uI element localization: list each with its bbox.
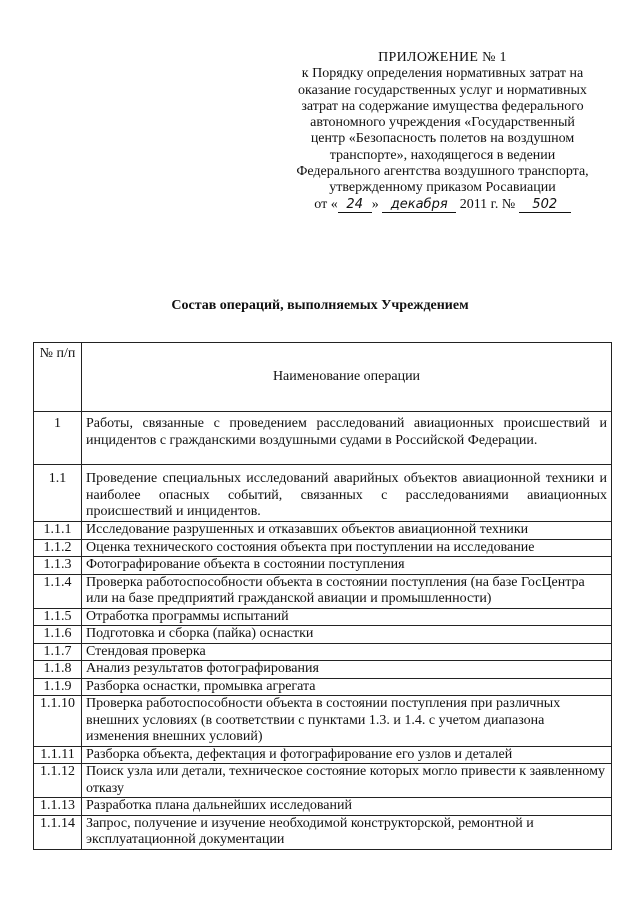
appendix-line: Федерального агентства воздушного транспорта, — [296, 164, 589, 180]
table-row — [34, 746, 612, 764]
row-operation: Фотографирование объекта в состоянии поступления — [82, 557, 612, 575]
row-number: 1.1.2 — [34, 539, 82, 557]
appendix-header — [270, 50, 615, 213]
table-row — [34, 522, 612, 540]
table-row — [34, 696, 612, 747]
table-row — [34, 574, 612, 608]
column-header-name: Наименование операции — [82, 343, 612, 412]
appendix-line: автономного учреждения «Государственный — [310, 115, 575, 131]
row-operation: Исследование разрушенных и отказавших объектов авиационной техники — [82, 522, 612, 540]
row-operation: Проверка работоспособности объекта в состоянии поступления при различных внешних условиях (в соответствии с пунктами 1.3. и 1.4. с учетом диапазона изменения внешних условий) — [82, 696, 612, 747]
row-operation: Разборка объекта, дефектация и фотографирование его узлов и деталей — [82, 746, 612, 764]
table-row — [34, 798, 612, 816]
row-number: 1.1.4 — [34, 574, 82, 608]
appendix-line: затрат на содержание имущества федерального — [301, 98, 584, 114]
table-row — [34, 678, 612, 696]
order-month: декабря — [382, 197, 456, 213]
table-row — [34, 626, 612, 644]
row-number: 1.1.8 — [34, 661, 82, 679]
order-number: 502 — [519, 197, 571, 213]
column-header-number: № п/п — [34, 343, 82, 412]
appendix-line: утвержденному приказом Росавиации — [329, 180, 556, 196]
row-number: 1.1.6 — [34, 626, 82, 644]
row-number: 1.1.12 — [34, 764, 82, 798]
row-number: 1 — [34, 412, 82, 465]
table-row — [34, 539, 612, 557]
row-operation: Отработка программы испытаний — [82, 608, 612, 626]
row-number: 1.1.7 — [34, 643, 82, 661]
order-year: 2011 г. № — [459, 196, 516, 212]
table-row — [34, 815, 612, 849]
row-number: 1.1.11 — [34, 746, 82, 764]
table-row — [34, 465, 612, 522]
date-prefix: от « — [314, 196, 338, 212]
appendix-line: центр «Безопасность полетов на воздушном — [310, 131, 575, 147]
appendix-line: оказание государственных услуг и нормативных — [298, 82, 587, 98]
appendix-line: к Порядку определения нормативных затрат на — [301, 66, 584, 82]
row-operation: Запрос, получение и изучение необходимой конструкторской, ремонтной и эксплуатационной документации — [82, 815, 612, 849]
row-operation: Работы, связанные с проведением расследований авиационных происшествий и инцидентов с гражданскими воздушными судами в Российской Федерации. — [82, 412, 612, 465]
date-mid: » — [371, 196, 379, 212]
row-operation: Проведение специальных исследований аварийных объектов авиационной техники и наиболее опасных событий, связанных с расследованиями авиационных происшествий и инцидентов. — [82, 465, 612, 522]
row-operation: Подготовка и сборка (пайка) оснастки — [82, 626, 612, 644]
row-operation: Разборка оснастки, промывка агрегата — [82, 678, 612, 696]
row-operation: Поиск узла или детали, техническое состояние которых могло привести к заявленному отказу — [82, 764, 612, 798]
table-row — [34, 412, 612, 465]
order-date-line — [270, 197, 615, 213]
document-title: Состав операций, выполняемых Учреждением — [171, 298, 469, 313]
table-row — [34, 557, 612, 575]
row-number: 1.1.14 — [34, 815, 82, 849]
row-number: 1.1.10 — [34, 696, 82, 747]
row-operation: Проверка работоспособности объекта в состоянии поступления (на базе ГосЦентра или на базе предприятий гражданской авиации и промышленности) — [82, 574, 612, 608]
row-operation: Стендовая проверка — [82, 643, 612, 661]
appendix-title: ПРИЛОЖЕНИЕ № 1 — [378, 50, 507, 65]
table-row — [34, 643, 612, 661]
order-day: 24 — [338, 197, 372, 213]
table-row — [34, 764, 612, 798]
table-row — [34, 661, 612, 679]
table-header-row — [34, 343, 612, 412]
row-number: 1.1.13 — [34, 798, 82, 816]
appendix-line: транспорте», находящегося в ведении — [329, 147, 556, 163]
row-number: 1.1.3 — [34, 557, 82, 575]
row-operation: Анализ результатов фотографирования — [82, 661, 612, 679]
row-operation: Разработка плана дальнейших исследований — [82, 798, 612, 816]
table-row — [34, 608, 612, 626]
row-number: 1.1.9 — [34, 678, 82, 696]
row-number: 1.1 — [34, 465, 82, 522]
operations-table — [33, 342, 612, 850]
row-operation: Оценка технического состояния объекта при поступлении на исследование — [82, 539, 612, 557]
row-number: 1.1.5 — [34, 608, 82, 626]
row-number: 1.1.1 — [34, 522, 82, 540]
